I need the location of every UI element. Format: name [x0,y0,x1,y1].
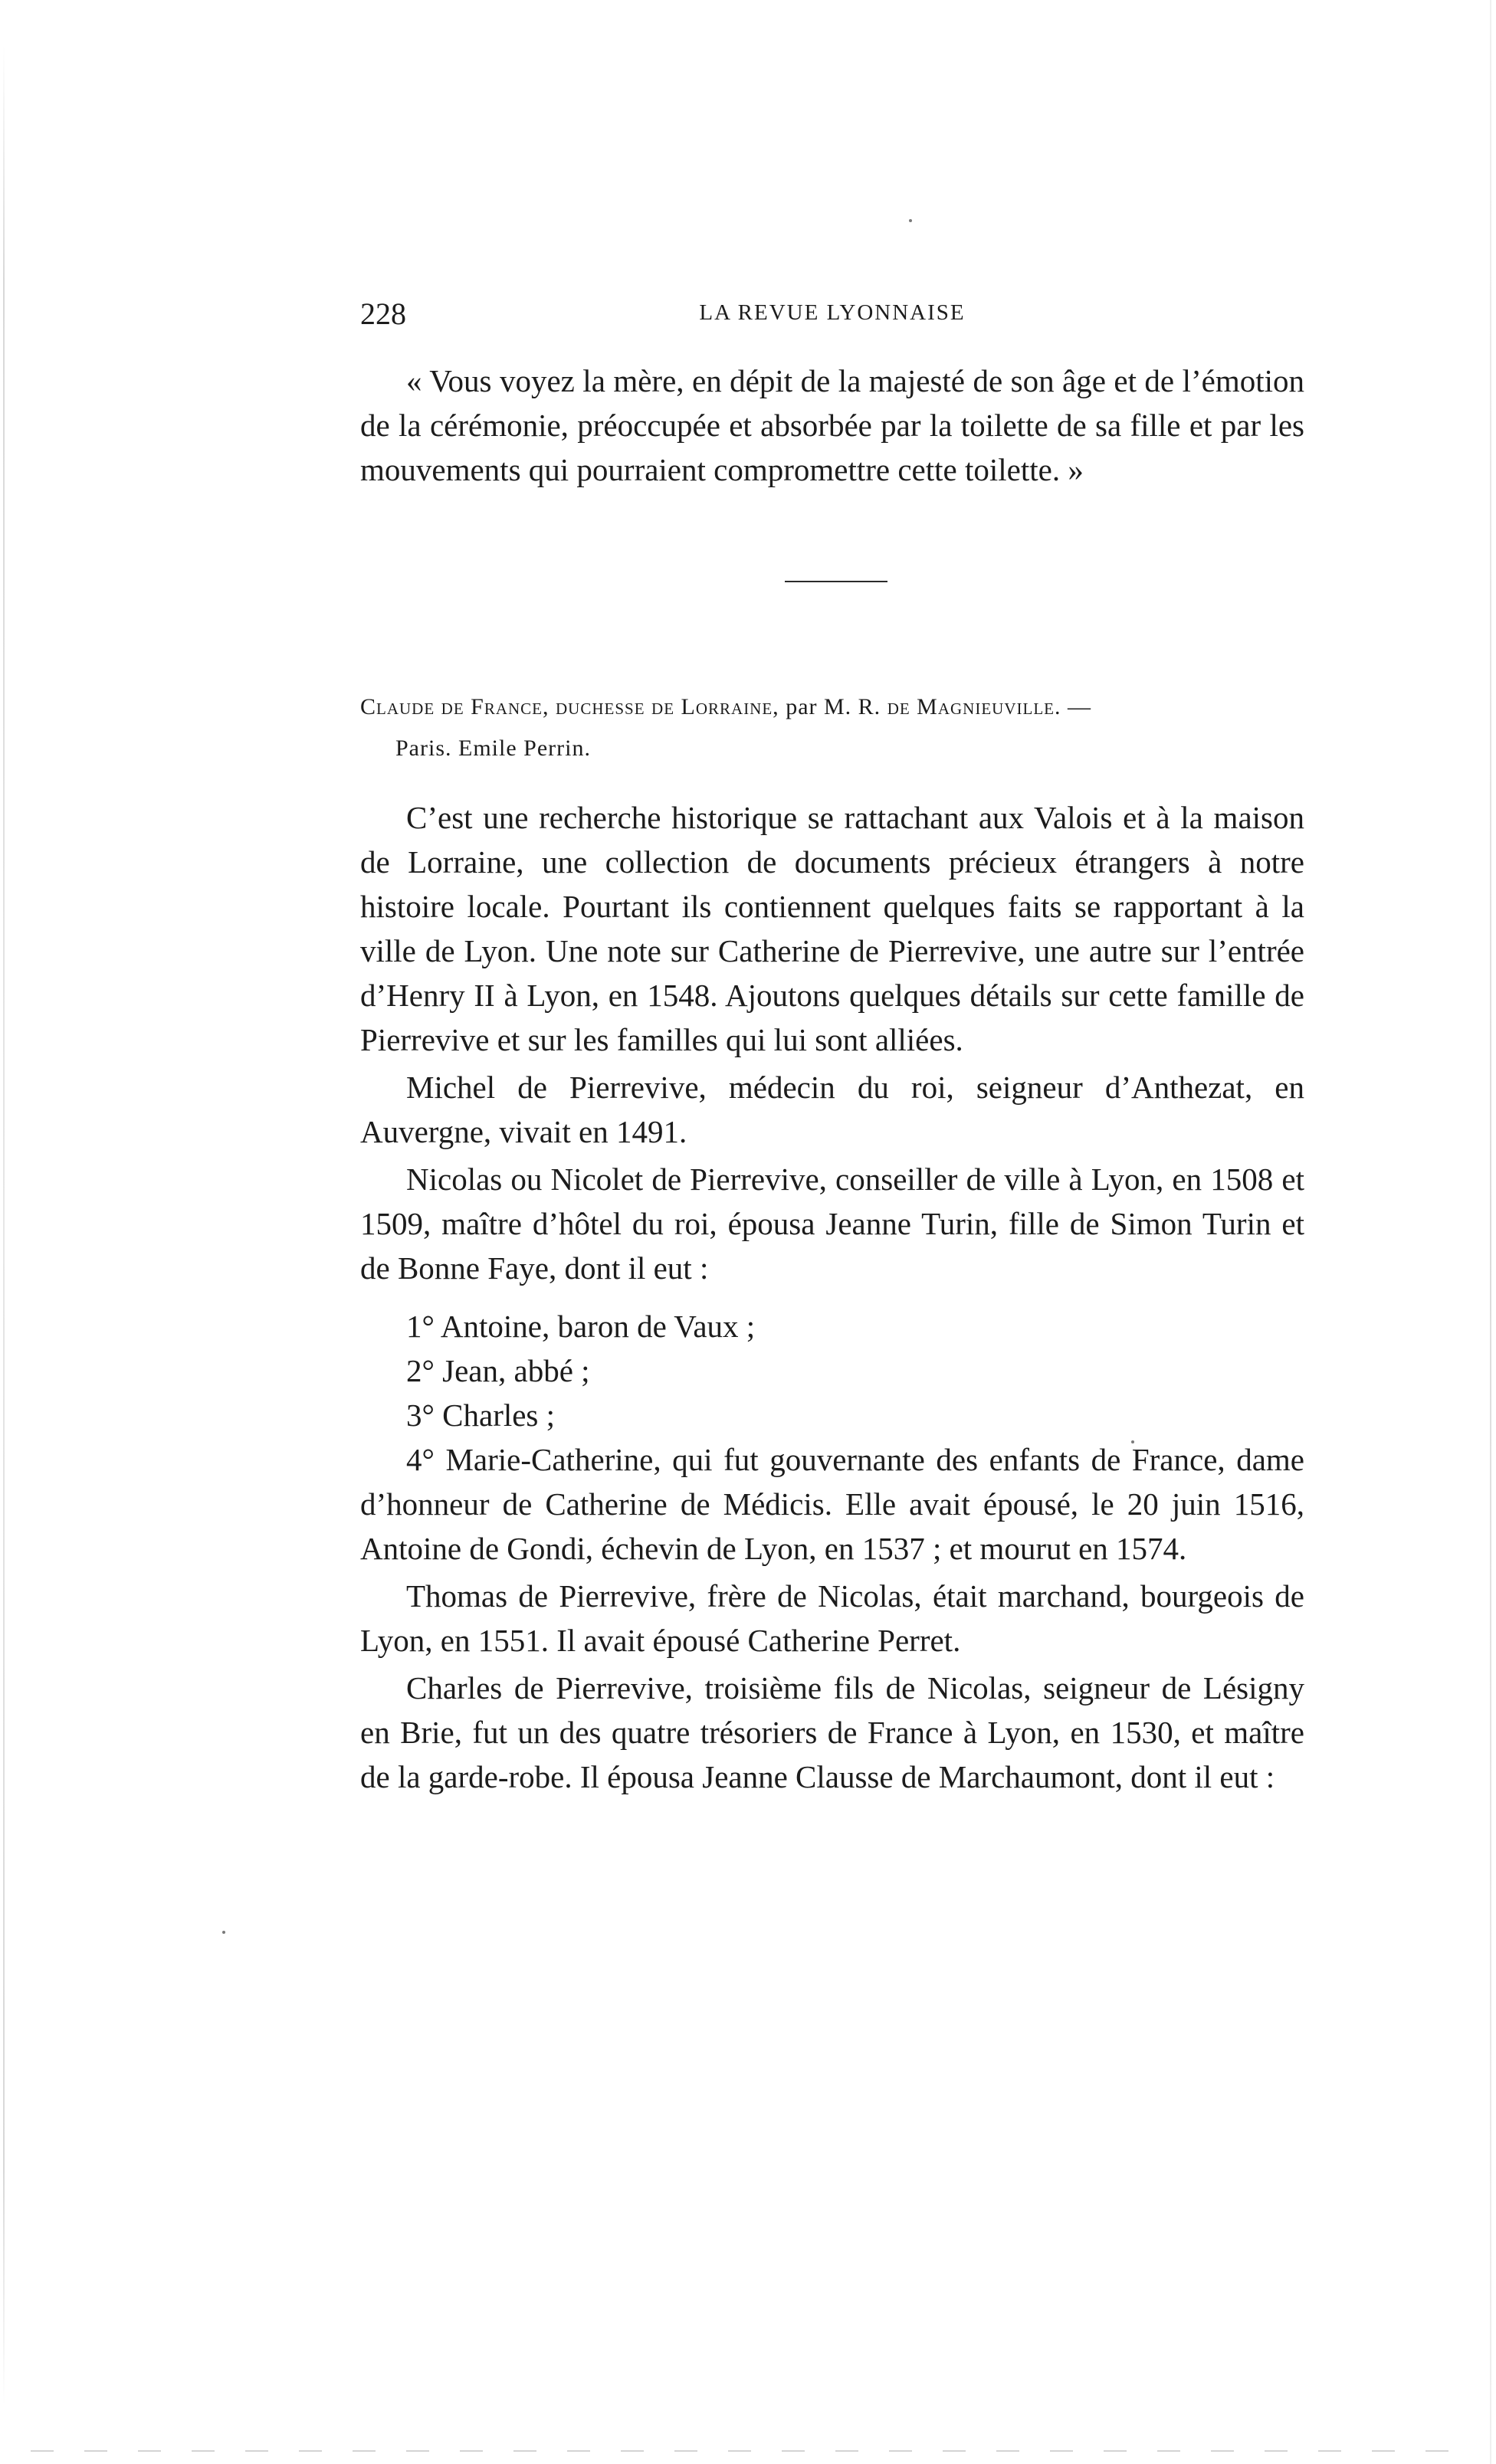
review-body [360,795,1304,1799]
section-divider [785,581,887,582]
scan-speck [909,219,912,222]
scan-bottom-edge [31,2450,1465,2452]
quote-text: « Vous voyez la mère, en dépit de la majesté de son âge et de l’émotion de la cérémonie, préoccupée et absorbée par la toilette de sa fille et par les mouvements qui pourraient compromettre cette toilette. » [360,363,1304,487]
book-title: Claude de France, duchesse de Lorraine, [360,694,779,719]
review-paragraph: Thomas de Pierrevive, frère de Nicolas, était marchand, bourgeois de Lyon, en 1551. Il avait épousé Catherine Perret. [360,1578,1304,1658]
book-author: de Magnieuville. [887,694,1061,719]
scan-speck [222,1931,225,1934]
review-paragraph: Charles de Pierrevive, troisième fils de Nicolas, seigneur de Lésigny en Brie, fut un des quatre trésoriers de France à Lyon, en 1530, et maître de la garde-robe. Il épousa Jeanne Clausse de Marchaumont, dont il eut : [360,1670,1304,1794]
review-paragraph: Nicolas ou Nicolet de Pierrevive, conseiller de ville à Lyon, en 1508 et 1509, maître d’hôtel du roi, épousa Jeanne Turin, fille de Simon Turin et de Bonne Faye, dont il eut : [360,1162,1304,1286]
list-item: 1° Antoine, baron de Vaux ; [406,1309,756,1344]
review-paragraph: C’est une recherche historique se rattachant aux Valois et à la maison de Lorraine, une collection de documents précieux étrangers à notre histoire locale. Pourtant ils contiennent quelques faits se rapportant à la ville de Lyon. Une note sur Catherine de Pierrevive, une autre sur l’entrée d’Henry II à Lyon, en 1548. Ajoutons quelques détails sur cette famille de Pierrevive et sur les familles qui lui sont alliées. [360,800,1304,1057]
heading-dash: — [1067,694,1091,719]
review-paragraph: Michel de Pierrevive, médecin du roi, seigneur d’Anthezat, en Auvergne, vivait en 1491. [360,1070,1304,1149]
page-number: 228 [360,297,406,331]
scan-right-edge [1490,0,1491,2464]
list-item: 2° Jean, abbé ; [406,1353,590,1388]
scan-left-edge [3,46,5,2406]
by-label: par M. R. [786,694,881,719]
list-item: 3° Charles ; [406,1397,556,1433]
quotation-paragraph [360,359,1304,492]
book-publisher: Paris. Emile Perrin. [395,736,591,761]
review-heading [360,686,1304,769]
list-item: 4° Marie-Catherine, qui fut gouvernante des enfants de France, dame d’honneur de Catherine de Médicis. Elle avait épousé, le 20 juin 1516, Antoine de Gondi, échevin de Lyon, en 1537 ; et mourut en 1574. [360,1442,1304,1566]
page-header [360,296,1304,334]
running-title: LA REVUE LYONNAISE [699,300,966,325]
